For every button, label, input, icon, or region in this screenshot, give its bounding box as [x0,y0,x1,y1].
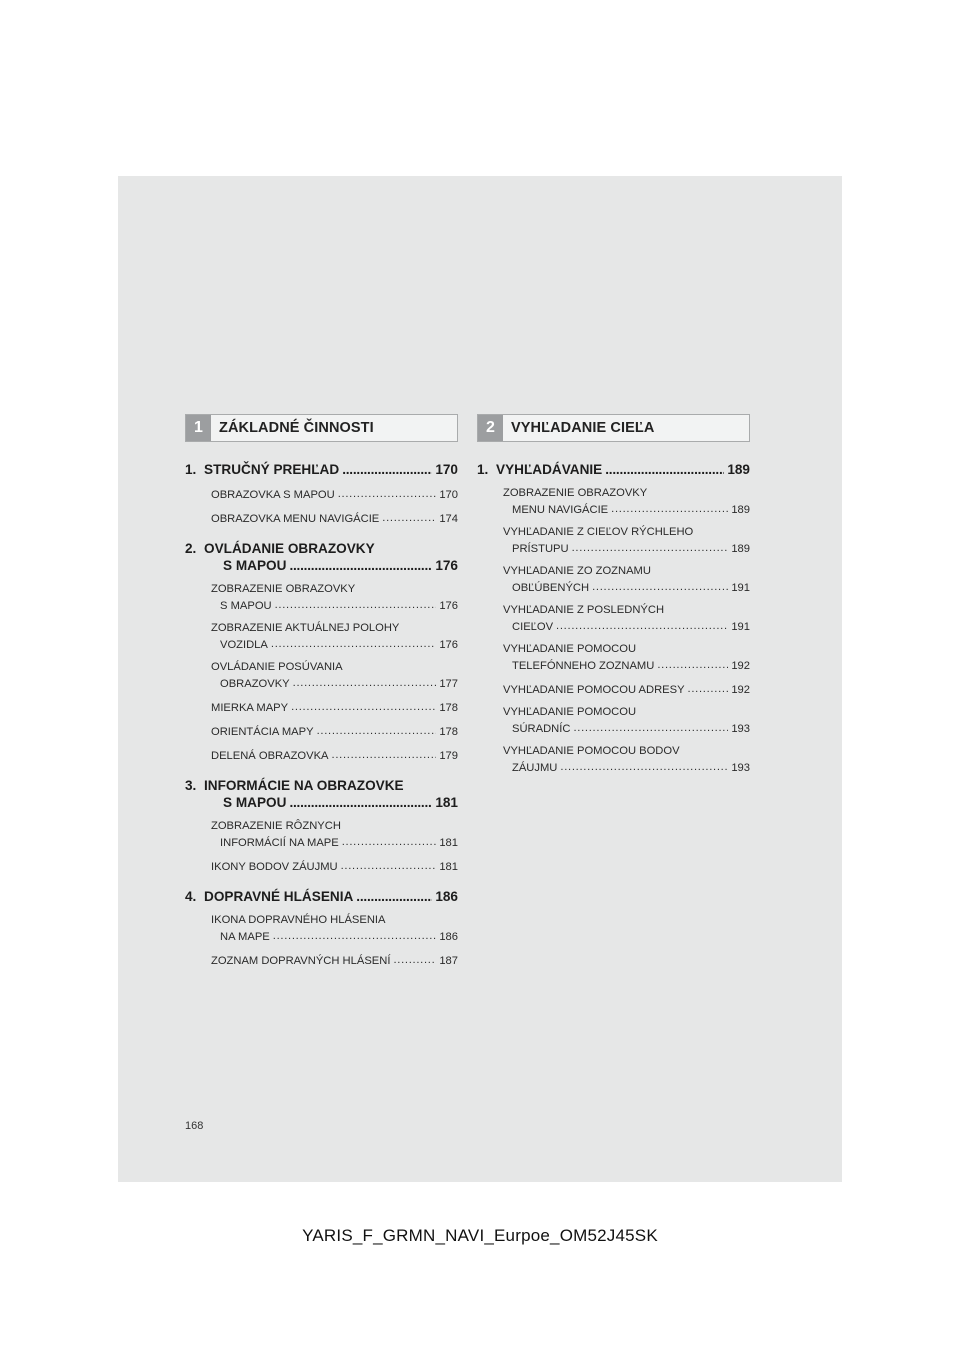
toc-subentry-title: INFORMÁCIÍ NA MAPE [220,837,339,849]
toc-subentry-line [503,744,750,759]
toc-subentry-line [211,582,458,597]
dot-leader [342,461,432,478]
dot-leader [688,681,729,698]
toc-subentry-title: TELEFÓNNEHO ZOZNAMU [512,660,655,672]
dot-leader [573,720,728,737]
toc-subentry-line [503,579,750,596]
toc-subentry-title: OBRAZOVKA MENU NAVIGÁCIE [211,513,380,525]
dot-leader [338,486,437,503]
toc-subentry-line [503,618,750,635]
toc-subentry-line [211,723,458,740]
toc-subentry-title: VYHĽADANIE POMOCOU BODOV [503,745,680,757]
toc-page-number: 176 [439,639,458,651]
toc-subentry-line [211,597,458,614]
toc-chapter-title: INFORMÁCIE NA OBRAZOVKE [204,778,404,793]
toc-chapter-title: OVLÁDANIE OBRAZOVKY [204,541,375,556]
toc-chapter-title: S MAPOU [223,558,287,573]
toc-chapter-line [185,777,458,794]
toc-chapter-line [185,794,458,811]
dot-leader [382,510,436,527]
toc-subentry-title: IKONA DOPRAVNÉHO HLÁSENIA [211,914,386,926]
toc-subentry-line [211,913,458,928]
toc-subentry[interactable] [211,510,458,527]
section-number-badge: 1 [186,415,211,441]
toc-chapter-line [185,888,458,905]
toc-page-number: 170 [439,489,458,501]
toc-subentry[interactable] [503,603,750,635]
toc-page-number: 189 [731,543,750,555]
section-header [477,414,750,442]
toc-subentry-title: CIEĽOV [512,621,554,633]
toc-page-number: 174 [439,513,458,525]
toc-page-number: 179 [439,750,458,762]
section-column-2 [477,414,750,789]
toc-subentry-line [211,675,458,692]
toc-page-number: 181 [435,795,458,810]
toc-page-number: 177 [439,678,458,690]
dot-leader [592,579,728,596]
toc-subentry-title: NA MAPE [220,931,270,943]
toc-subentry-line [503,525,750,540]
toc-subentry-line [503,705,750,720]
toc-page-number: 191 [731,621,750,633]
toc-subentry-title: OBRAZOVKA S MAPOU [211,489,335,501]
toc-subentry-title: ZOZNAM DOPRAVNÝCH HLÁSENÍ [211,955,391,967]
dot-leader [291,699,436,716]
toc-page-number: 181 [439,837,458,849]
toc-subentry-title: SÚRADNÍC [512,723,571,735]
toc-subentry[interactable] [211,660,458,692]
toc-subentry-title: OBĽÚBENÝCH [512,582,590,594]
toc-page-number: 187 [439,955,458,967]
toc-page-number: 189 [727,462,750,477]
dot-leader [293,675,437,692]
toc-subentry-line [211,510,458,527]
toc-subentry-title: PRÍSTUPU [512,543,569,555]
toc-subentry-title: ZÁUJMU [512,762,558,774]
toc-chapter-line [477,461,750,478]
toc-page-number: 193 [731,723,750,735]
dot-leader [332,747,437,764]
toc-subentry-line [503,540,750,557]
dot-leader [356,888,432,905]
toc-subentry-line [211,660,458,675]
toc-page-number: 192 [731,684,750,696]
toc-chapter[interactable] [185,777,458,875]
dot-leader [317,723,437,740]
toc-subentry[interactable] [503,681,750,698]
toc-subentry-line [503,681,750,698]
toc-subentry-title: MIERKA MAPY [211,702,289,714]
toc-subentry-line [211,819,458,834]
toc-subentry[interactable] [211,747,458,764]
section-column-1 [185,414,458,982]
toc-page-number: 192 [731,660,750,672]
toc-subentry[interactable] [211,486,458,503]
toc-subentry[interactable] [211,913,458,945]
toc-chapter-line [185,557,458,574]
toc-subentry-title: ZOBRAZENIE RÔZNYCH [211,820,341,832]
toc-chapter-number: 3. [185,778,197,793]
toc-subentry-line [503,720,750,737]
toc-subentries [185,486,458,527]
toc-subentry-title: VYHĽADANIE POMOCOU [503,706,637,718]
toc-chapter-line [185,540,458,557]
toc-chapter[interactable] [185,461,458,527]
toc-page-number: 170 [435,462,458,477]
toc-subentry-title: VYHĽADANIE Z POSLEDNÝCH [503,604,665,616]
toc-subentry-line [503,564,750,579]
toc-subentries [185,913,458,969]
toc-subentry[interactable] [211,723,458,740]
toc-subentry-title: OVLÁDANIE POSÚVANIA [211,661,343,673]
toc-subentry-title: MENU NAVIGÁCIE [512,504,609,516]
toc-subentry-title: ZOBRAZENIE OBRAZOVKY [503,487,648,499]
toc-subentry[interactable] [503,564,750,596]
toc-subentry-line [211,952,458,969]
toc-subentry-title: VYHĽADANIE POMOCOU ADRESY [503,684,685,696]
toc-subentry[interactable] [211,582,458,614]
toc-chapter-title: S MAPOU [223,795,287,810]
toc-subentries [477,486,750,776]
toc-subentry-line [211,636,458,653]
dot-leader [560,759,728,776]
toc-subentry-title: IKONY BODOV ZÁUJMU [211,861,338,873]
toc-page-number: 176 [435,558,458,573]
toc-subentry[interactable] [503,642,750,674]
dot-leader [289,794,432,811]
toc-subentry-line [211,834,458,851]
toc-subentry-title: OBRAZOVKY [220,678,290,690]
toc-subentries [185,582,458,764]
document-footer-code: YARIS_F_GRMN_NAVI_Eurpoe_OM52J45SK [302,1226,658,1245]
toc-chapter-number: 1. [477,462,489,477]
toc-page-number: 176 [439,600,458,612]
toc-subentry-title: VOZIDLA [220,639,268,651]
toc-chapter-line [185,461,458,478]
toc-subentry-title: ORIENTÁCIA MAPY [211,726,314,738]
toc-chapter-title: VYHĽADÁVANIE [496,462,603,477]
toc-page-number: 191 [731,582,750,594]
toc-subentry-title: ZOBRAZENIE OBRAZOVKY [211,583,356,595]
toc-subentry[interactable] [211,699,458,716]
section-title: ZÁKLADNÉ ČINNOSTI [219,420,374,436]
toc-subentry[interactable] [503,486,750,518]
toc-subentry-line [211,928,458,945]
toc-subentry-line [503,759,750,776]
toc-chapter[interactable] [477,461,750,776]
toc-chapter-title: DOPRAVNÉ HLÁSENIA [204,889,354,904]
toc-subentry-title: VYHĽADANIE POMOCOU [503,643,637,655]
section-title: VYHĽADANIE CIEĽA [511,420,655,436]
toc-subentry[interactable] [503,525,750,557]
toc-subentry-line [503,486,750,501]
toc-chapter-number: 4. [185,889,197,904]
toc-subentry-line [211,699,458,716]
section-header [185,414,458,442]
toc-subentries [185,819,458,875]
toc-subentry-line [211,858,458,875]
dot-leader [273,928,437,945]
toc-page-number: 186 [435,889,458,904]
toc-subentry[interactable] [211,952,458,969]
toc-subentry-title: S MAPOU [220,600,272,612]
dot-leader [271,636,436,653]
toc-page-number: 181 [439,861,458,873]
toc-subentry[interactable] [503,744,750,776]
dot-leader [341,858,437,875]
toc-chapter-number: 1. [185,462,197,477]
dot-leader [572,540,729,557]
dot-leader [342,834,437,851]
dot-leader [393,952,436,969]
toc-chapter-title: STRUČNÝ PREHĽAD [204,462,340,477]
dot-leader [275,597,437,614]
dot-leader [605,461,724,478]
toc-subentry-title: DELENÁ OBRAZOVKA [211,750,329,762]
toc-chapter-number: 2. [185,541,197,556]
toc-subentry[interactable] [211,858,458,875]
dot-leader [611,501,728,518]
dot-leader [657,657,728,674]
toc-page-number: 189 [731,504,750,516]
toc-subentry-line [211,621,458,636]
toc-subentry-title: VYHĽADANIE ZO ZOZNAMU [503,565,651,577]
toc-page-number: 193 [731,762,750,774]
toc-subentry[interactable] [211,819,458,851]
section-number-badge: 2 [478,415,503,441]
dot-leader [556,618,728,635]
dot-leader [289,557,432,574]
toc-subentry-title: VYHĽADANIE Z CIEĽOV RÝCHLEHO [503,526,694,538]
toc-chapter[interactable] [185,888,458,969]
toc-subentry[interactable] [503,705,750,737]
toc-page-number: 186 [439,931,458,943]
toc-subentry-title: ZOBRAZENIE AKTUÁLNEJ POLOHY [211,622,400,634]
toc-subentry[interactable] [211,621,458,653]
toc-subentry-line [211,486,458,503]
toc-page-number: 178 [439,726,458,738]
toc-subentry-line [503,603,750,618]
toc-subentry-line [503,501,750,518]
toc-page-number: 178 [439,702,458,714]
toc-subentry-line [503,657,750,674]
toc-subentry-line [211,747,458,764]
toc-subentry-line [503,642,750,657]
toc-chapter[interactable] [185,540,458,764]
page-number: 168 [185,1120,204,1132]
